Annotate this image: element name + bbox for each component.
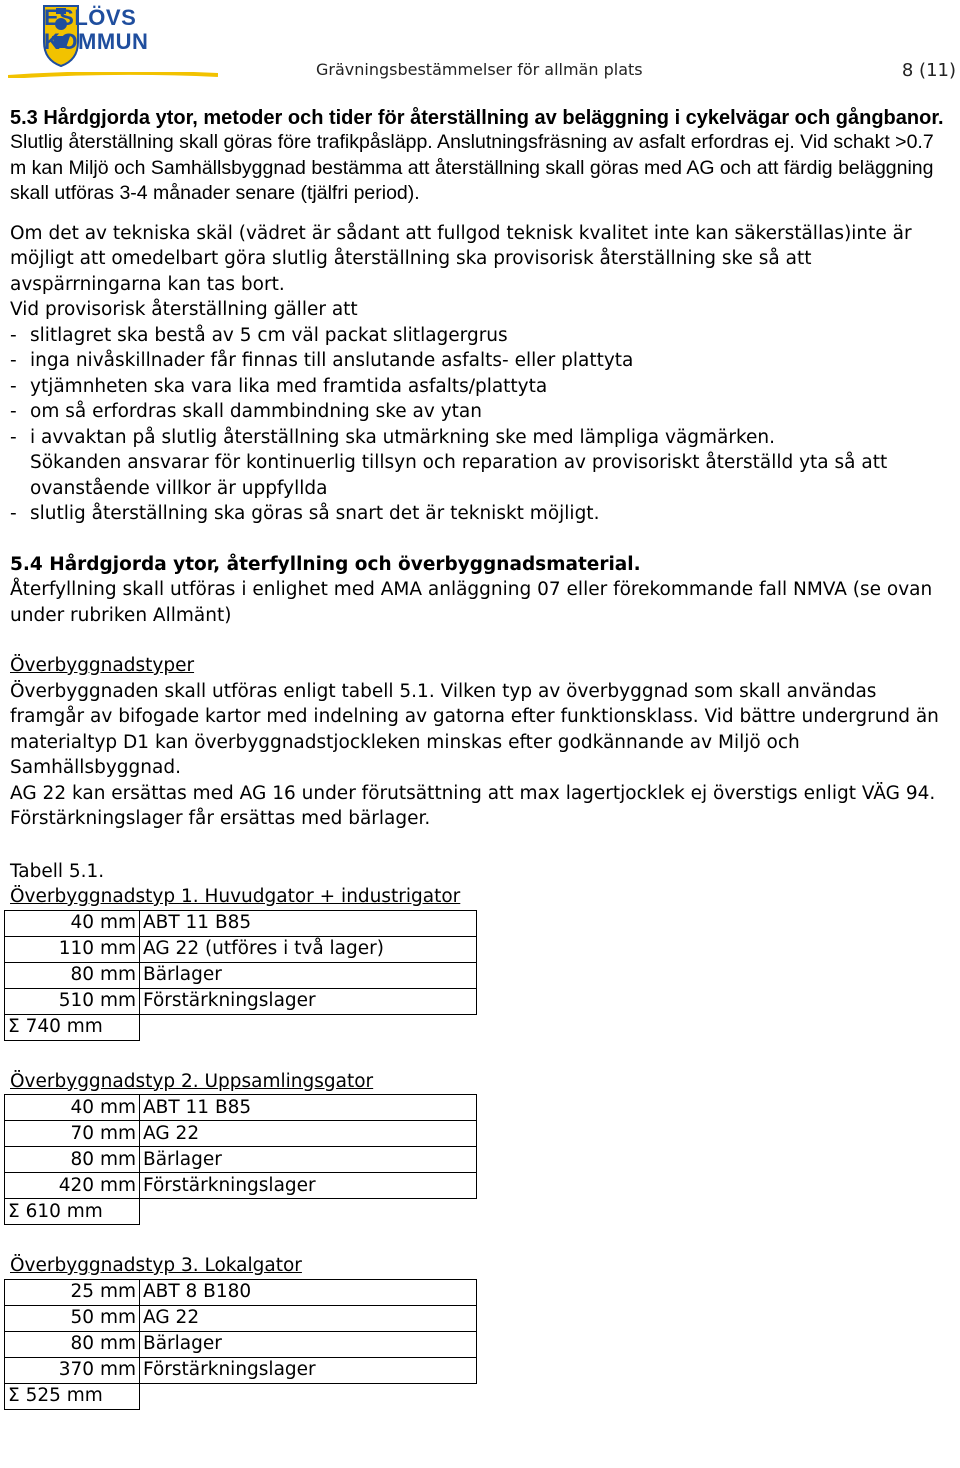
table-row: 40 mm ABT 11 B85: [5, 1095, 477, 1121]
logo-wordmark: [44, 6, 148, 54]
page-header: [0, 0, 960, 80]
list-item: - i avvaktan på slutlig återställning ska utmärkning ske med lämpliga vägmärken.: [10, 426, 776, 448]
table-caption: Tabell 5.1.: [10, 860, 105, 882]
table-row: 510 mm Förstärkningslager: [5, 988, 477, 1014]
logo-swoosh-icon: [8, 72, 218, 78]
section-5-3-paragraph-1: Slutlig återställning skall göras före trafikpåsläpp. Anslutningsfräsning av asfalt erfordras ej. Vid schakt >0.7 m kan Miljö och Samhällsbyggnad bestämma att återställning skall göras med AG och att färdig beläggning skall utföras 3-4 månader senare (tjälfri period).: [10, 131, 934, 204]
section-5-4-title: 5.4 Hårdgjorda ytor, återfyllning och överbyggnadsmaterial.: [10, 553, 641, 575]
table-row: 80 mm Bärlager: [5, 1331, 477, 1357]
type-1-table: [4, 910, 477, 1041]
section-5-4-paragraph-3: AG 22 kan ersättas med AG 16 under förutsättning att max lagertjocklek ej överstigs enligt VÄG 94. Förstärkningslager får ersättas med bärlager.: [10, 782, 936, 829]
table-sum-row: [5, 1014, 477, 1040]
logo-line-1: ESLÖVS: [44, 5, 137, 30]
provisional-conditions-list: [10, 323, 955, 527]
total-thickness: Σ 525 mm: [5, 1383, 140, 1409]
section-5-3-title: 5.3 Hårdgjorda ytor, metoder och tider för återställning av beläggning i cykelvägar och gångbanor.: [10, 107, 944, 129]
type-3-heading: Överbyggnadstyp 3. Lokalgator: [10, 1255, 302, 1276]
list-item: - inga nivåskillnader får finnas till anslutande asfalts- eller plattyta: [10, 350, 634, 371]
table-row: 110 mm AG 22 (utföres i två lager): [5, 936, 477, 962]
page-number: 8 (11): [901, 60, 956, 81]
list-item: - om så erfordras skall dammbindning ske av ytan: [10, 401, 482, 422]
table-row: 80 mm Bärlager: [5, 962, 477, 988]
overbyggnadstyper-heading: Överbyggnadstyper: [10, 655, 195, 676]
table-row: 420 mm Förstärkningslager: [5, 1173, 477, 1199]
list-item: - ytjämnheten ska vara lika med framtida asfalts/plattyta: [10, 375, 548, 397]
section-5-4-paragraph-1: Återfyllning skall utföras i enlighet med AMA anläggning 07 eller förekommande fall NMVA (se ovan under rubriken Allmänt): [10, 579, 933, 626]
total-thickness: Σ 740 mm: [5, 1014, 140, 1040]
section-5-3-paragraph-3: Vid provisorisk återställning gäller att: [10, 299, 358, 320]
list-item: - slitlagret ska bestå av 5 cm väl packat slitlagergrus: [10, 324, 508, 346]
logo-line-2: KOMMUN: [44, 29, 149, 54]
section-5-4-paragraph-2: Överbyggnaden skall utföras enligt tabell 5.1. Vilken typ av överbyggnad som skall användas framgår av bifogade kartor med indelning av gatorna efter funktionsklass. Vid bättre undergrund än materialtyp D1 kan överbyggnadstjockleken minskas efter godkännande av Miljö och Samhällsbyggnad.: [10, 680, 939, 778]
list-item: - slutlig återställning ska göras så snart det är tekniskt möjligt.: [10, 503, 600, 524]
document-body: [10, 106, 955, 1410]
table-row: 370 mm Förstärkningslager: [5, 1357, 477, 1383]
table-sum-row: [5, 1383, 477, 1409]
table-row: 70 mm AG 22: [5, 1121, 477, 1147]
type-2-heading: Överbyggnadstyp 2. Uppsamlingsgator: [10, 1070, 374, 1092]
list-item-continuation: Sökanden ansvarar för kontinuerlig tillsyn och reparation av provisoriskt återställd yta så att ovanstående villkor är uppfyllda: [30, 452, 888, 499]
total-thickness: Σ 610 mm: [5, 1199, 140, 1225]
type-3-table: [4, 1279, 477, 1410]
document-title: Grävningsbestämmelser för allmän plats: [316, 60, 643, 79]
table-row: 80 mm Bärlager: [5, 1147, 477, 1173]
table-row: 50 mm AG 22: [5, 1305, 477, 1331]
type-1-heading: Överbyggnadstyp 1. Huvudgator + industrigator: [10, 886, 461, 907]
table-sum-row: [5, 1199, 477, 1225]
type-2-table: [4, 1094, 477, 1225]
table-row: 25 mm ABT 8 B180: [5, 1279, 477, 1305]
table-row: 40 mm ABT 11 B85: [5, 910, 477, 936]
section-5-3-paragraph-2: Om det av tekniska skäl (vädret är sådant att fullgod teknisk kvalitet inte kan säkerställas)inte är möjligt att omedelbart göra slutlig återställning ska provisorisk återställning ske så att avspärrningarna kan tas bort.: [10, 222, 912, 295]
